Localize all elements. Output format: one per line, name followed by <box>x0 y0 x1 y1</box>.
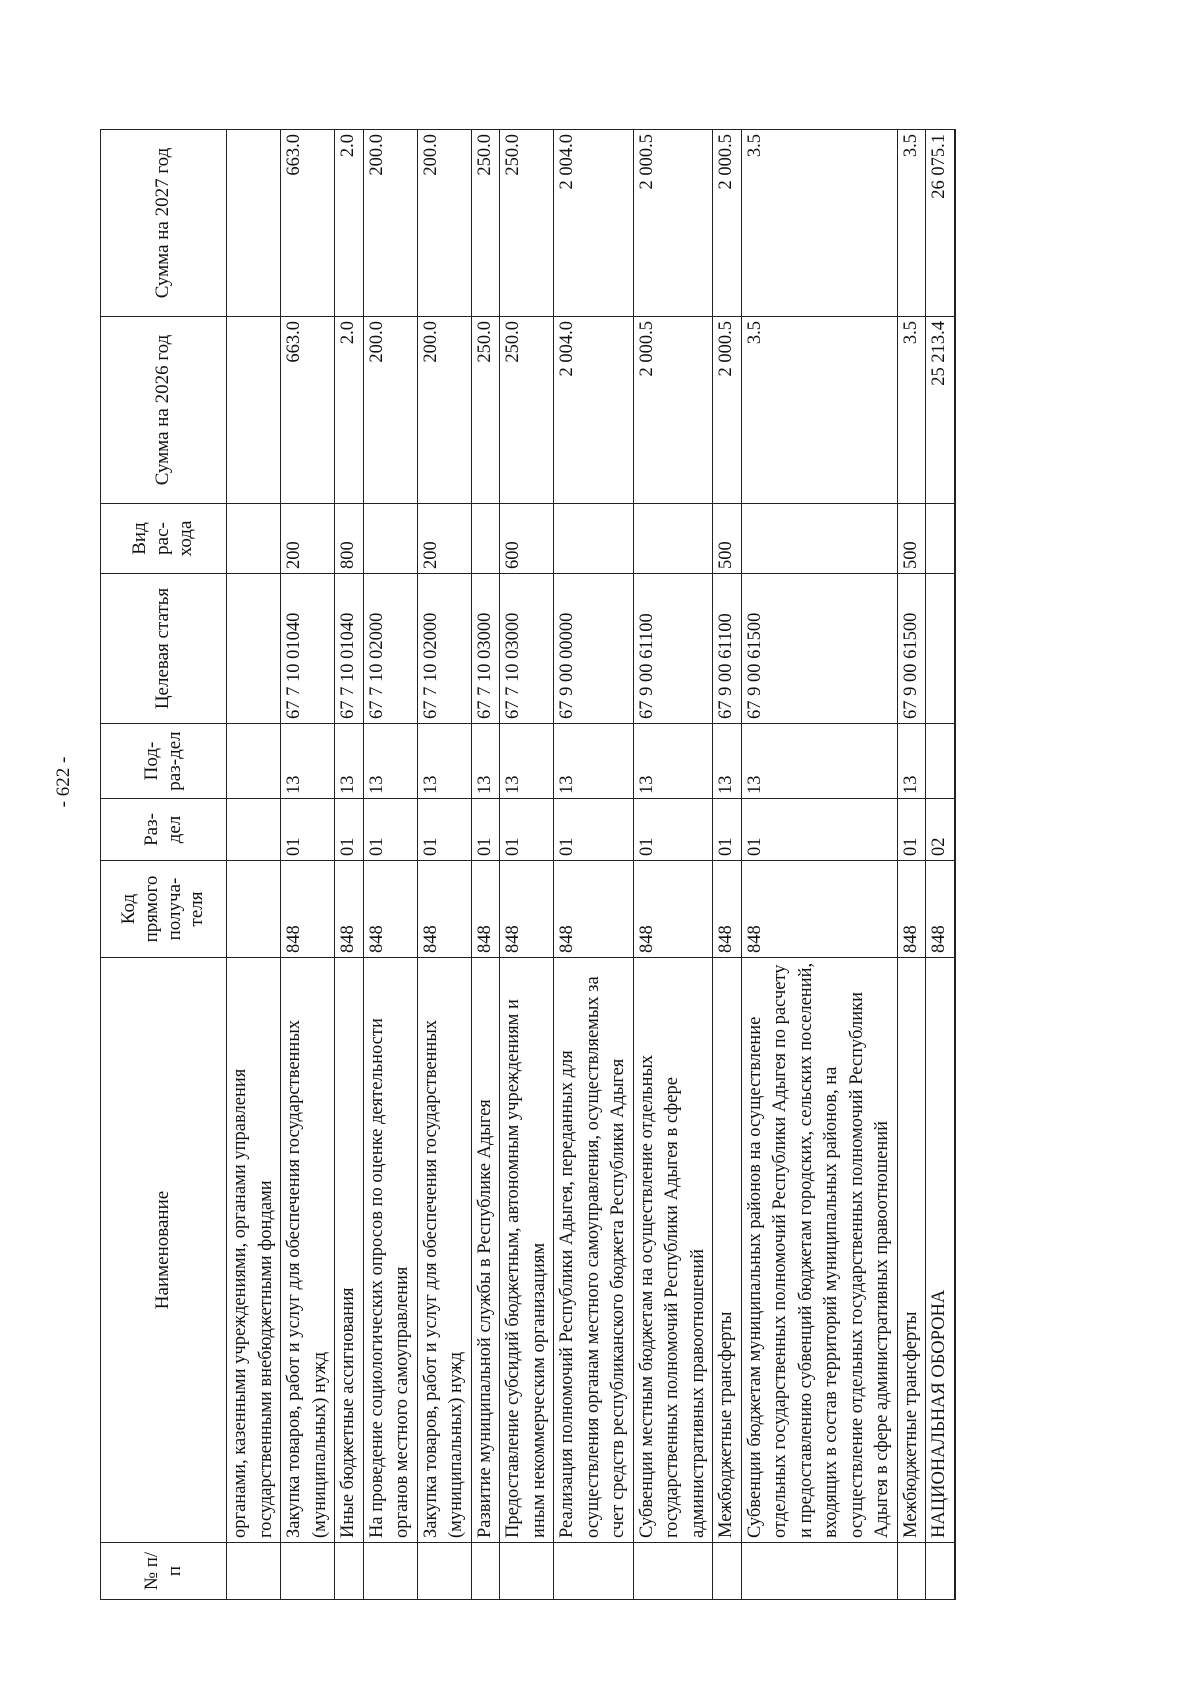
budget-table <box>100 129 956 1600</box>
cell-num <box>335 1543 364 1600</box>
header-sum-2027: Сумма на 2027 год <box>101 130 227 317</box>
cell-recipient: 848 <box>741 861 897 958</box>
cell-subsection: 13 <box>713 724 742 799</box>
header-recipient-code: Код прямого получа-теля <box>101 861 227 958</box>
cell-sum-2027: 2 000.5 <box>633 130 713 317</box>
cell-subsection: 13 <box>633 724 713 799</box>
cell-expense-type <box>363 504 417 574</box>
cell-subsection: 13 <box>363 724 417 799</box>
table-row <box>633 130 713 1600</box>
header-target-article: Целевая статья <box>101 574 227 724</box>
cell-sum-2026: 200.0 <box>363 317 417 504</box>
cell-sum-2026: 2 004.0 <box>554 317 634 504</box>
cell-section: 01 <box>741 799 897 861</box>
cell-expense-type: 500 <box>713 504 742 574</box>
cell-recipient: 848 <box>500 861 554 958</box>
cell-expense-type <box>633 504 713 574</box>
cell-sum-2027: 200.0 <box>417 130 471 317</box>
table-row <box>741 130 897 1600</box>
cell-target: 67 9 00 61100 <box>633 574 713 724</box>
cell-name: На проведение социологических опросов по оценке деятельности органов местного самоуправления <box>363 958 417 1543</box>
cell-section: 02 <box>926 799 955 861</box>
cell-section: 01 <box>554 799 634 861</box>
cell-name: Субвенции местным бюджетам на осуществление отдельных государственных полномочий Республики Адыгея в сфере административных правоотношений <box>633 958 713 1543</box>
cell-recipient: 848 <box>335 861 364 958</box>
cell-subsection: 13 <box>897 724 926 799</box>
cell-section: 01 <box>897 799 926 861</box>
cell-sum-2026: 250.0 <box>471 317 500 504</box>
cell-name: органами, казенными учреждениями, органами управления государственными внебюджетными фондами <box>227 958 281 1543</box>
header-section: Раз-дел <box>101 799 227 861</box>
table-row <box>281 130 335 1600</box>
cell-num <box>554 1543 634 1600</box>
cell-expense-type: 200 <box>281 504 335 574</box>
cell-sum-2026: 200.0 <box>417 317 471 504</box>
header-num: № п/п <box>101 1543 227 1600</box>
cell-sum-2027: 200.0 <box>363 130 417 317</box>
cell-num <box>471 1543 500 1600</box>
cell-name: Закупка товаров, работ и услуг для обеспечения государственных (муниципальных) нужд <box>281 958 335 1543</box>
cell-section: 01 <box>500 799 554 861</box>
cell-num <box>633 1543 713 1600</box>
table-row <box>897 130 926 1600</box>
cell-recipient: 848 <box>417 861 471 958</box>
cell-recipient: 848 <box>633 861 713 958</box>
cell-recipient: 848 <box>897 861 926 958</box>
cell-target: 67 7 10 01040 <box>335 574 364 724</box>
cell-target: 67 7 10 02000 <box>417 574 471 724</box>
cell-target <box>227 574 281 724</box>
cell-sum-2026: 663.0 <box>281 317 335 504</box>
cell-section: 01 <box>335 799 364 861</box>
cell-expense-type: 500 <box>897 504 926 574</box>
cell-sum-2027: 2 004.0 <box>554 130 634 317</box>
table-row <box>471 130 500 1600</box>
cell-num <box>281 1543 335 1600</box>
cell-num <box>417 1543 471 1600</box>
cell-num <box>897 1543 926 1600</box>
cell-sum-2027 <box>227 130 281 317</box>
cell-recipient: 848 <box>554 861 634 958</box>
rotated-page-content <box>100 130 1070 1600</box>
cell-recipient: 848 <box>471 861 500 958</box>
cell-sum-2027: 3.5 <box>741 130 897 317</box>
cell-subsection: 13 <box>335 724 364 799</box>
cell-section: 01 <box>417 799 471 861</box>
cell-subsection <box>926 724 955 799</box>
table-row <box>417 130 471 1600</box>
cell-sum-2026: 2 000.5 <box>713 317 742 504</box>
cell-sum-2027: 3.5 <box>897 130 926 317</box>
page-number: - 622 - <box>53 756 74 808</box>
cell-name: Межбюджетные трансферты <box>713 958 742 1543</box>
cell-expense-type <box>741 504 897 574</box>
cell-target: 67 7 10 02000 <box>363 574 417 724</box>
cell-sum-2026: 2 000.5 <box>633 317 713 504</box>
table-body <box>227 130 955 1600</box>
cell-sum-2027: 26 075.1 <box>926 130 955 317</box>
cell-target: 67 9 00 61100 <box>713 574 742 724</box>
cell-name: Развитие муниципальной службы в Республике Адыгея <box>471 958 500 1543</box>
cell-sum-2027: 663.0 <box>281 130 335 317</box>
cell-section: 01 <box>713 799 742 861</box>
cell-subsection: 13 <box>741 724 897 799</box>
cell-num <box>500 1543 554 1600</box>
table-row <box>335 130 364 1600</box>
cell-recipient: 848 <box>713 861 742 958</box>
table-row <box>363 130 417 1600</box>
cell-subsection: 13 <box>500 724 554 799</box>
cell-target: 67 7 10 03000 <box>471 574 500 724</box>
cell-sum-2026: 3.5 <box>741 317 897 504</box>
cell-sum-2026: 3.5 <box>897 317 926 504</box>
table-row <box>500 130 554 1600</box>
table-header-row <box>101 130 227 1600</box>
cell-recipient: 848 <box>363 861 417 958</box>
header-name: Наименование <box>101 958 227 1543</box>
cell-subsection: 13 <box>281 724 335 799</box>
cell-num <box>227 1543 281 1600</box>
cell-expense-type: 600 <box>500 504 554 574</box>
cell-target: 67 9 00 00000 <box>554 574 634 724</box>
cell-expense-type <box>471 504 500 574</box>
cell-name: Реализация полномочий Республики Адыгея, переданных для осуществления органам местного самоуправления, осуществляемых за счет средств республиканского бюджета Республики Адыгея <box>554 958 634 1543</box>
cell-target: 67 7 10 03000 <box>500 574 554 724</box>
cell-sum-2026: 2.0 <box>335 317 364 504</box>
cell-target: 67 9 00 61500 <box>897 574 926 724</box>
cell-sum-2027: 250.0 <box>500 130 554 317</box>
cell-recipient: 848 <box>281 861 335 958</box>
cell-sum-2027: 2 000.5 <box>713 130 742 317</box>
cell-target <box>926 574 955 724</box>
header-subsection: Под-раз-дел <box>101 724 227 799</box>
cell-expense-type <box>554 504 634 574</box>
cell-expense-type: 800 <box>335 504 364 574</box>
cell-name: Субвенции бюджетам муниципальных районов на осуществление отдельных государственных полномочий Республики Адыгея по расчету и предоставлению субвенций бюджетам городских, сельских поселений, входящих в состав территорий муниципальных районов, на осуществление отдельных государственных полномочий Республики Адыгея в сфере административных правоотношений <box>741 958 897 1543</box>
cell-subsection: 13 <box>471 724 500 799</box>
cell-sum-2026: 25 213.4 <box>926 317 955 504</box>
table-row <box>713 130 742 1600</box>
cell-subsection: 13 <box>417 724 471 799</box>
cell-sum-2027: 250.0 <box>471 130 500 317</box>
table-row <box>926 130 955 1600</box>
cell-name: Закупка товаров, работ и услуг для обеспечения государственных (муниципальных) нужд <box>417 958 471 1543</box>
cell-num <box>741 1543 897 1600</box>
table-row <box>554 130 634 1600</box>
cell-num <box>713 1543 742 1600</box>
cell-section: 01 <box>633 799 713 861</box>
cell-sum-2026: 250.0 <box>500 317 554 504</box>
cell-name: НАЦИОНАЛЬНАЯ ОБОРОНА <box>926 958 955 1543</box>
cell-subsection: 13 <box>554 724 634 799</box>
cell-recipient: 848 <box>926 861 955 958</box>
cell-num <box>363 1543 417 1600</box>
cell-num <box>926 1543 955 1600</box>
table-row <box>227 130 281 1600</box>
header-expense-type: Вид рас-хода <box>101 504 227 574</box>
cell-name: Иные бюджетные ассигнования <box>335 958 364 1543</box>
cell-recipient <box>227 861 281 958</box>
cell-expense-type: 200 <box>417 504 471 574</box>
cell-section: 01 <box>281 799 335 861</box>
cell-section: 01 <box>363 799 417 861</box>
cell-subsection <box>227 724 281 799</box>
cell-expense-type <box>227 504 281 574</box>
cell-section <box>227 799 281 861</box>
cell-target: 67 9 00 61500 <box>741 574 897 724</box>
cell-expense-type <box>926 504 955 574</box>
cell-target: 67 7 10 01040 <box>281 574 335 724</box>
cell-sum-2027: 2.0 <box>335 130 364 317</box>
header-sum-2026: Сумма на 2026 год <box>101 317 227 504</box>
cell-sum-2026 <box>227 317 281 504</box>
cell-name: Межбюджетные трансферты <box>897 958 926 1543</box>
cell-section: 01 <box>471 799 500 861</box>
cell-name: Предоставление субсидий бюджетным, автономным учреждениям и иным некоммерческим организациям <box>500 958 554 1543</box>
